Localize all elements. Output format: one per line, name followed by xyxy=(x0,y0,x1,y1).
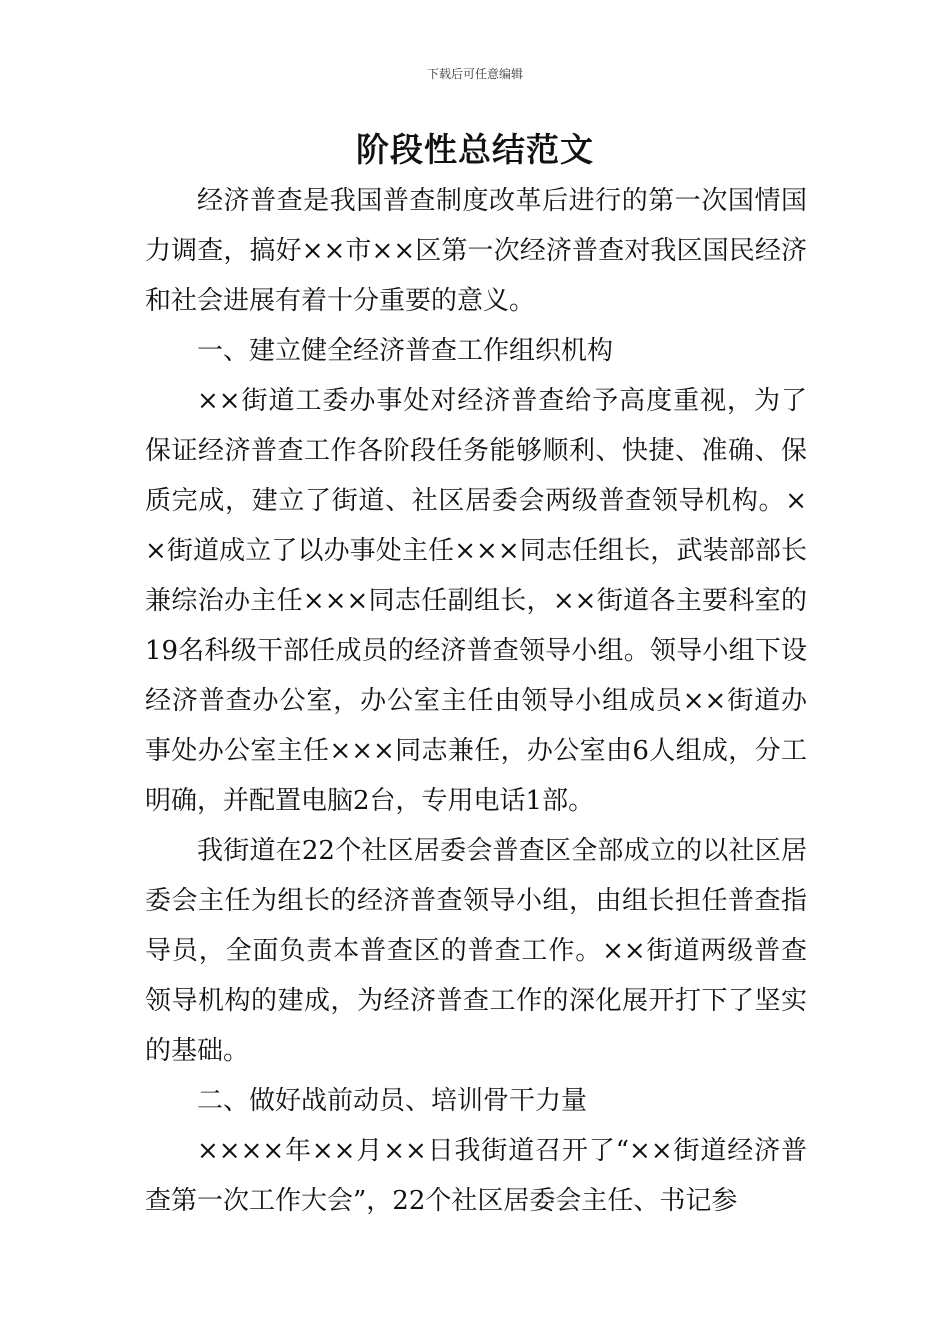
paragraph-intro: 经济普查是我国普查制度改革后进行的第一次国情国力调查，搞好××市××区第一次经济普查对我区国民经济和社会进展有着十分重要的意义。 xyxy=(145,186,807,316)
paragraph-meeting: ××××年××月××日我街道召开了“××街道经济普查第一次工作大会”，22个社区居委会主任、书记参 xyxy=(145,1136,807,1216)
page-header-note: 下载后可任意编辑 xyxy=(426,67,523,81)
document-body xyxy=(145,176,807,1226)
paragraph-community: 我街道在22个社区居委会普查区全部成立的以社区居委会主任为组长的经济普查领导小组，由组长担任普查指导员，全面负责本普查区的普查工作。××街道两级普查领导机构的建成，为经济普查工作的深化展开打下了坚实的基础。 xyxy=(145,836,807,1066)
section-heading-1: 一、建立健全经济普查工作组织机构 xyxy=(197,336,614,366)
section-heading-2: 二、做好战前动员、培训骨干力量 xyxy=(197,1086,588,1116)
paragraph-organization: ××街道工委办事处对经济普查给予高度重视，为了保证经济普查工作各阶段任务能够顺利、快捷、准确、保质完成，建立了街道、社区居委会两级普查领导机构。××街道成立了以办事处主任×××同志任组长，武装部部长兼综治办主任×××同志任副组长，××街道各主要科室的19名科级干部任成员的经济普查领导小组。领导小组下设经济普查办公室，办公室主任由领导小组成员××街道办事处办公室主任×××同志兼任，办公室由6人组成，分工明确，并配置电脑2台，专用电话1部。 xyxy=(145,386,807,816)
document-title: 阶段性总结范文 xyxy=(356,130,594,169)
